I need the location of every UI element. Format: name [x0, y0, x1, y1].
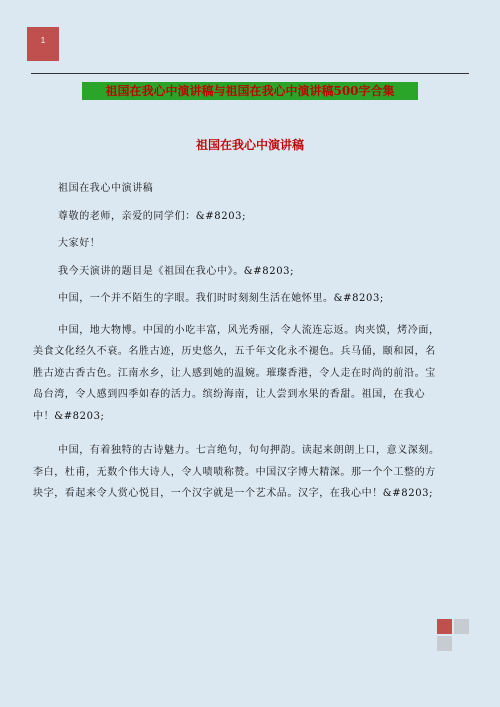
paragraph: 中国，一个并不陌生的字眼。我们时时刻刻生活在她怀里。&#8203;: [58, 293, 384, 304]
paragraph-text: 中国，地大物博。中国的小吃丰富，风光秀丽，令人流连忘返。肉夹馍，烤冷面，美食文化经久不衰。名胜古迹，历史悠久，五千年文化永不褪色。兵马俑，颐和园，名胜古迹古香古色。江南水乡，让人感到她的温婉。璀璨香港，令人走在时尚的前沿。宝岛台湾，令人感到四季如春的活力。缤纷海南，让人尝到水果的香甜。祖国，在我心中！&#8203;: [33, 324, 440, 422]
decor-square-red: [437, 619, 452, 634]
paragraph: 尊敬的老师，亲爱的同学们：&#8203;: [58, 210, 247, 222]
paragraph: 我今天演讲的题目是《祖国在我心中》。&#8203;: [58, 265, 295, 277]
paragraph: [33, 320, 442, 428]
document-title: 祖国在我心中演讲稿与祖国在我心中演讲稿500字合集: [82, 82, 418, 100]
decor-square-grey: [437, 636, 452, 651]
paragraph: 祖国在我心中演讲稿: [58, 183, 154, 194]
decor-square-grey: [454, 619, 469, 634]
corner-decoration: [437, 619, 469, 651]
section-heading: 祖国在我心中演讲稿: [195, 138, 304, 152]
body-text: [33, 182, 442, 518]
paragraph: [33, 440, 442, 505]
paragraph-text: 中国，有着独特的古诗魅力。七言绝句，句句押韵。读起来朗朗上口，意义深刻。李白，杜甫，无数个伟大诗人，令人啧啧称赞。中国汉字博大精深。那一个个工整的方块字，看起来令人赏心悦目，一个汉字就是一个艺术品。汉字，在我心中！&#8203;: [33, 445, 440, 499]
header-divider: [31, 73, 469, 74]
page-number: 1: [40, 36, 46, 45]
paragraph: 大家好！: [58, 238, 101, 249]
page-number-badge: [27, 27, 59, 61]
